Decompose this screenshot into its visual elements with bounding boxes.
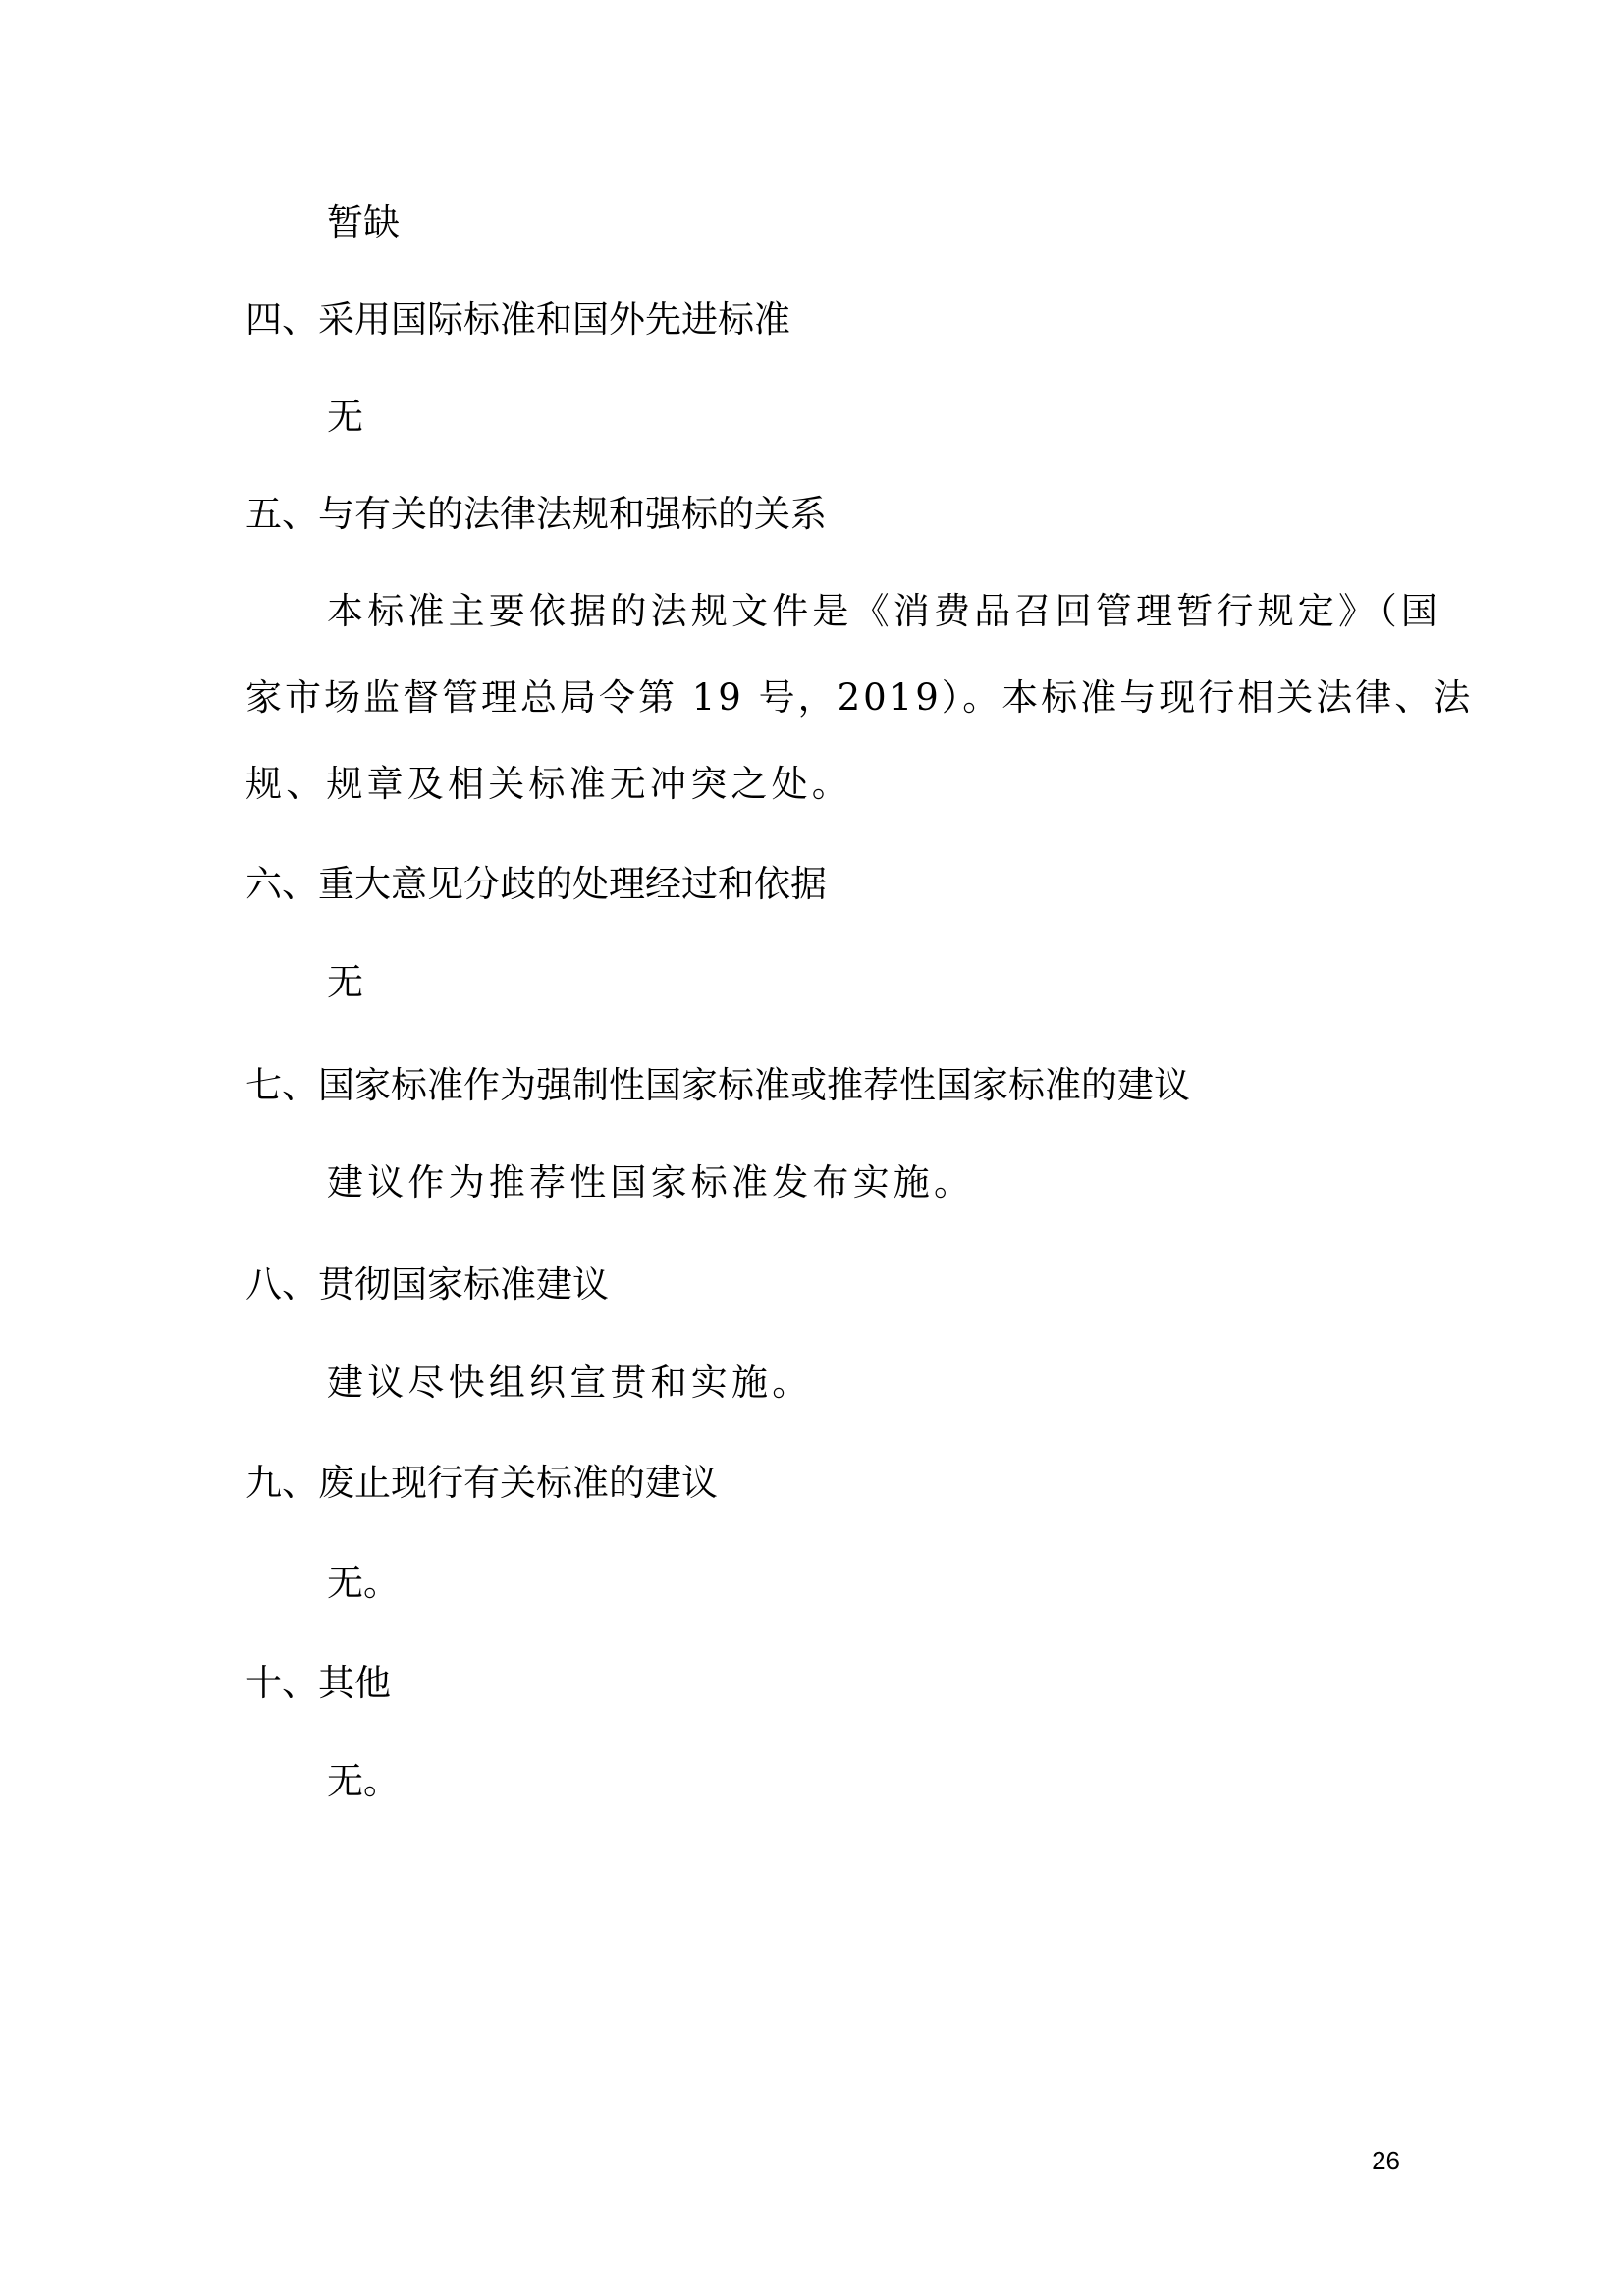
- section-4-content: 无: [327, 396, 363, 438]
- section-8-content: 建议尽快组织宣贯和实施。: [327, 1362, 813, 1404]
- placeholder-text: 暂缺: [327, 201, 400, 243]
- section-heading-4: 四、采用国际标准和国外先进标准: [245, 298, 790, 341]
- section-heading-8: 八、贯彻国家标准建议: [245, 1263, 609, 1306]
- section-heading-10: 十、其他: [245, 1662, 391, 1704]
- section-9-content: 无。: [327, 1562, 400, 1604]
- section-heading-7: 七、国家标准作为强制性国家标准或推荐性国家标准的建议: [245, 1064, 1190, 1106]
- section-heading-5: 五、与有关的法律法规和强标的关系: [245, 493, 827, 535]
- section-5-paragraph-line-1: 本标准主要依据的法规文件是《消费品召回管理暂行规定》（国: [327, 590, 1442, 632]
- page-number: 26: [1372, 2146, 1400, 2175]
- section-5-paragraph-line-3: 规、规章及相关标准无冲突之处。: [245, 763, 852, 805]
- section-heading-9: 九、废止现行有关标准的建议: [245, 1462, 718, 1504]
- section-heading-6: 六、重大意见分歧的处理经过和依据: [245, 863, 827, 905]
- section-10-content: 无。: [327, 1760, 400, 1802]
- section-5-paragraph-line-2: 家市场监督管理总局令第 19 号，2019）。本标准与现行相关法律、法: [245, 676, 1474, 719]
- section-7-content: 建议作为推荐性国家标准发布实施。: [327, 1161, 975, 1203]
- section-6-content: 无: [327, 961, 363, 1003]
